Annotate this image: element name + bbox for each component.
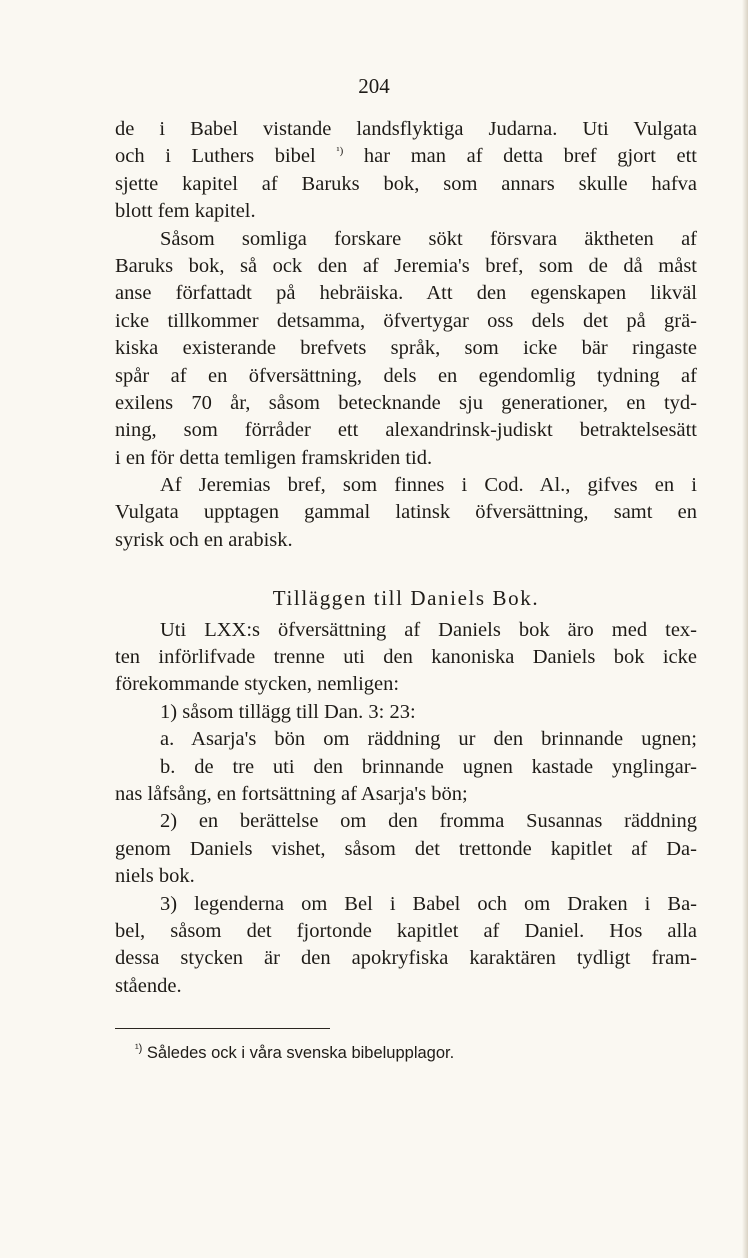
footnote-reference: ¹) [336, 145, 344, 158]
text-line: Af Jeremias bref, som finnes i Cod. Al., gifves en i [160, 474, 697, 497]
footnote [135, 1044, 454, 1063]
text-line: bel, såsom det fjortonde kapitlet af Daniel. Hos alla [115, 919, 697, 942]
text-fragment: och i Luthers bibel [115, 145, 316, 168]
paragraph [115, 116, 697, 226]
text-line: blott fem kapitel. [115, 200, 256, 223]
text-line: 2) en berättelse om den fromma Susannas räddning [160, 810, 697, 833]
text-line: Såsom somliga forskare sökt försvara äktheten af [160, 227, 697, 250]
text-line: Uti LXX:s öfversättning af Daniels bok äro med tex- [160, 618, 697, 641]
text-line: de i Babel vistande landsflyktiga Judarna. Uti Vulgata [115, 118, 697, 140]
text-line: ten införlifvade trenne uti den kanoniska Daniels bok icke [115, 646, 697, 669]
paragraph [115, 617, 697, 699]
text-line: Vulgata upptagen gammal latinsk öfversättning, samt en [115, 501, 697, 524]
text-fragment: har man af detta bref gjort ett [363, 145, 698, 168]
text-line: dessa stycken är den apokryfiska karaktären tydligt fram- [115, 947, 697, 970]
text-line: spår af en öfversättning, dels en egendomlig tydning af [115, 364, 697, 387]
text-line: syrisk och en arabisk. [115, 528, 293, 551]
paragraph [115, 226, 697, 473]
text-line: nas låfsång, en fortsättning af Asarja's bön; [115, 782, 468, 805]
list-item [115, 891, 697, 1001]
text-line: icke tillkommer detsamma, öfvertygar oss dels det på grä- [115, 309, 697, 332]
text-line: i en för detta temligen framskriden tid. [115, 446, 433, 469]
text-line: anse författadt på hebräiska. Att den egenskapen likväl [115, 282, 697, 305]
list-item [115, 726, 697, 753]
text-line: sjette kapitel af Baruks bok, som annars skulle hafva [115, 172, 697, 195]
text-line: Baruks bok, så ock den af Jeremia's bref, som de då måst [115, 254, 697, 277]
text-line: kiska existerande brefvets språk, som icke bär ringaste [115, 337, 697, 360]
text-line [115, 143, 697, 170]
list-item [115, 808, 697, 890]
footnote-marker: ¹) [135, 1042, 143, 1055]
text-line: niels bok. [115, 865, 195, 888]
text-line: b. de tre uti den brinnande ugnen kastade ynglingar- [160, 755, 697, 778]
list-item [115, 754, 697, 809]
text-line: a. Asarja's bön om räddning ur den brinnande ugnen; [160, 728, 697, 751]
text-line: 3) legenderna om Bel i Babel och om Draken i Ba- [160, 892, 697, 915]
page-number: 204 [358, 74, 390, 98]
body-text [115, 116, 697, 1000]
text-line: ning, som förråder ett alexandrinsk-judiskt betraktelsesätt [115, 419, 697, 442]
list-item [115, 699, 697, 726]
text-line: 1) såsom tillägg till Dan. 3: 23: [160, 700, 416, 723]
paragraph [115, 472, 697, 554]
section-heading: Tilläggen till Daniels Bok. [272, 586, 540, 611]
text-line: stående. [115, 974, 182, 997]
text-line: genom Daniels vishet, såsom det trettonde kapitlet af Da- [115, 837, 697, 860]
text-line: förekommande stycken, nemligen: [115, 673, 400, 696]
footnote-divider [115, 1028, 330, 1029]
text-line: exilens 70 år, såsom betecknande sju generationer, en tyd- [115, 391, 697, 414]
footnote-text: Således ock i våra svenska bibelupplagor. [146, 1044, 455, 1062]
page-edge-shadow [742, 0, 748, 1258]
